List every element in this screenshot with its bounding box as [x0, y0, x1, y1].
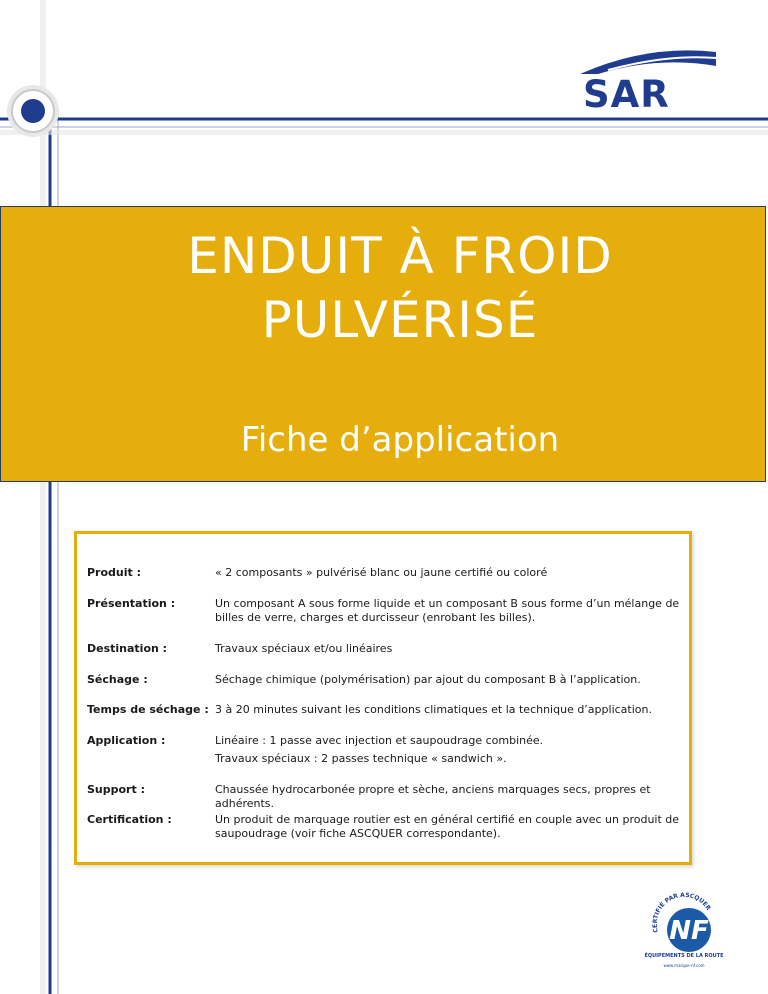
info-card — [74, 531, 692, 865]
row-value: Un produit de marquage routier est en général certifié en couple avec un produit de saupoudrage (voir fiche ASCQUER correspondante). — [215, 813, 680, 840]
row-label: Séchage : — [87, 673, 148, 686]
nf-caption: ÉQUIPEMENTS DE LA ROUTE — [644, 953, 724, 959]
row-label: Support : — [87, 783, 145, 796]
row-value: 3 à 20 minutes suivant les conditions climatiques et la technique d’application. — [215, 703, 652, 716]
row-label: Produit : — [87, 566, 142, 579]
nf-certification-logo — [636, 886, 732, 972]
sar-logo-text: SAR — [583, 73, 670, 116]
row-value: « 2 composants » pulvérisé blanc ou jaune certifié ou coloré — [215, 566, 548, 579]
document-subtitle: Fiche d’application — [240, 420, 560, 460]
nf-url: www.marque-nf.com — [663, 963, 705, 968]
nf-arc-text: CERTIFIÉ PAR ASCQUER — [651, 891, 712, 934]
document-title — [0, 224, 768, 352]
row-value-line-2: Travaux spéciaux : 2 passes technique « sandwich ». — [215, 752, 507, 765]
row-label: Temps de séchage : — [87, 703, 209, 716]
row-value: Travaux spéciaux et/ou linéaires — [215, 642, 393, 655]
row-value — [215, 734, 685, 766]
row-label: Destination : — [87, 642, 168, 655]
row-value-line-1: Linéaire : 1 passe avec injection et saupoudrage combinée. — [215, 734, 544, 747]
row-value: Séchage chimique (polymérisation) par ajout du composant B à l’application. — [215, 673, 641, 686]
row-value: Chaussée hydrocarbonée propre et sèche, anciens marquages secs, propres et adhérents. — [215, 783, 651, 810]
row-label: Présentation : — [87, 597, 176, 610]
title-line-2: PULVÉRISÉ — [261, 291, 539, 349]
row-label: Application : — [87, 734, 166, 747]
nf-letters: NF — [669, 916, 709, 946]
row-value: Un composant A sous forme liquide et un composant B sous forme d’un mélange de billes de verre, charges et durcisseur (enrobant les billes). — [215, 597, 680, 624]
title-line-1: ENDUIT À FROID — [187, 227, 613, 285]
row-label: Certification : — [87, 813, 172, 826]
